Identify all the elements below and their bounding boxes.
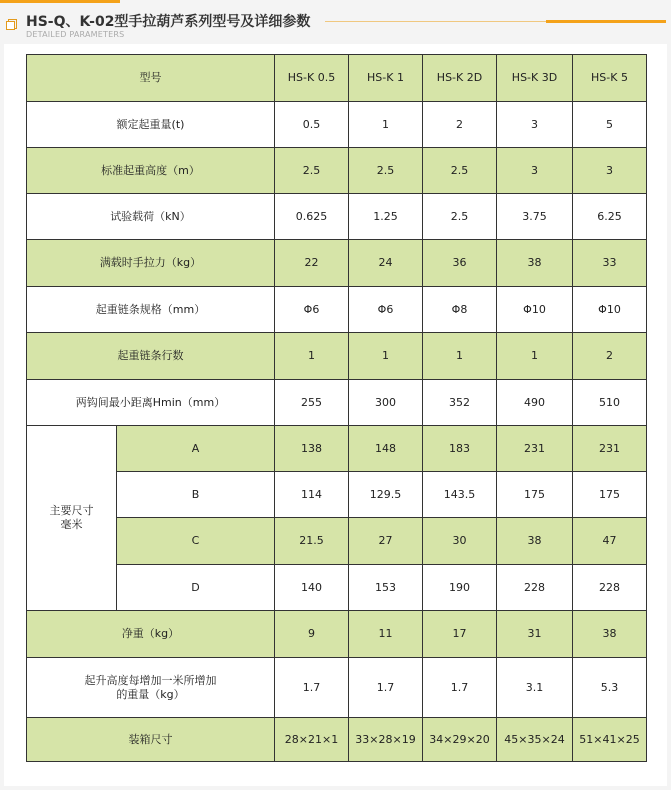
content-panel [4, 44, 667, 786]
table-header-row [27, 55, 647, 102]
page-title: HS-Q、K-02型手拉葫芦系列型号及详细参数 [26, 14, 311, 30]
value-cell: 30 [423, 518, 497, 565]
value-cell: Φ10 [497, 287, 573, 333]
row-label: 起重链条行数 [27, 333, 275, 380]
value-cell: 3.75 [497, 194, 573, 240]
value-cell: 2 [423, 102, 497, 148]
value-cell: 1 [275, 333, 349, 380]
table-row [27, 240, 647, 287]
row-label: 两钩间最小距离Hmin（mm） [27, 380, 275, 426]
dimension-label: D [117, 565, 275, 611]
value-cell: 148 [349, 426, 423, 472]
value-cell: 140 [275, 565, 349, 611]
table-row [27, 611, 647, 658]
value-cell: 510 [573, 380, 647, 426]
value-cell: 45×35×24 [497, 718, 573, 762]
spec-table [26, 54, 647, 762]
value-cell: 3.1 [497, 658, 573, 718]
model-cell: HS-K 2D [423, 55, 497, 102]
value-cell: 231 [497, 426, 573, 472]
value-cell: 143.5 [423, 472, 497, 518]
value-cell: 3 [497, 148, 573, 194]
value-cell: 1.25 [349, 194, 423, 240]
value-cell: Φ10 [573, 287, 647, 333]
value-cell: 33 [573, 240, 647, 287]
table-row [27, 565, 647, 611]
value-cell: 34×29×20 [423, 718, 497, 762]
dimensions-label-line1: 主要尺寸 [49, 504, 94, 517]
value-cell: 24 [349, 240, 423, 287]
value-cell: 38 [573, 611, 647, 658]
value-cell: 21.5 [275, 518, 349, 565]
value-cell: 352 [423, 380, 497, 426]
value-cell: 17 [423, 611, 497, 658]
header-divider-accent [546, 20, 666, 23]
value-cell: 33×28×19 [349, 718, 423, 762]
value-cell: 114 [275, 472, 349, 518]
value-cell: 27 [349, 518, 423, 565]
value-cell: 228 [497, 565, 573, 611]
row-label: 满载时手拉力（kg） [27, 240, 275, 287]
row-label-line1: 起升高度每增加一米所增加 [84, 673, 217, 687]
table-row [27, 148, 647, 194]
value-cell: 38 [497, 518, 573, 565]
value-cell: 51×41×25 [573, 718, 647, 762]
model-cell: HS-K 5 [573, 55, 647, 102]
dimensions-group-label [27, 426, 117, 611]
value-cell: 153 [349, 565, 423, 611]
value-cell: 2.5 [349, 148, 423, 194]
value-cell: 2.5 [275, 148, 349, 194]
model-cell: HS-K 0.5 [275, 55, 349, 102]
value-cell: Φ6 [349, 287, 423, 333]
table-row [27, 333, 647, 380]
value-cell: 183 [423, 426, 497, 472]
value-cell: 38 [497, 240, 573, 287]
value-cell: Φ8 [423, 287, 497, 333]
page-subtitle: DETAILED PARAMETERS [26, 30, 125, 39]
row-label: 净重（kg） [27, 611, 275, 658]
value-cell: 5.3 [573, 658, 647, 718]
table-row [27, 287, 647, 333]
value-cell: 2 [573, 333, 647, 380]
value-cell: 1 [423, 333, 497, 380]
row-label: 额定起重量(t) [27, 102, 275, 148]
value-cell: 2.5 [423, 194, 497, 240]
row-label: 起重链条规格（mm） [27, 287, 275, 333]
dimension-label: C [117, 518, 275, 565]
value-cell: 31 [497, 611, 573, 658]
value-cell: 1.7 [275, 658, 349, 718]
value-cell: 22 [275, 240, 349, 287]
value-cell: 3 [497, 102, 573, 148]
value-cell: 190 [423, 565, 497, 611]
value-cell: 0.5 [275, 102, 349, 148]
table-row [27, 658, 647, 718]
value-cell: 1 [349, 333, 423, 380]
dimensions-label-line2: 毫米 [60, 518, 83, 531]
value-cell: 28×21×1 [275, 718, 349, 762]
table-row [27, 380, 647, 426]
value-cell: 228 [573, 565, 647, 611]
row-label-line2: 的重量（kg） [116, 687, 185, 701]
table-row [27, 472, 647, 518]
table-row [27, 426, 647, 472]
value-cell: 2.5 [423, 148, 497, 194]
value-cell: Φ6 [275, 287, 349, 333]
value-cell: 36 [423, 240, 497, 287]
top-accent-bar [0, 0, 120, 3]
row-label: 标准起重高度（m） [27, 148, 275, 194]
value-cell: 255 [275, 380, 349, 426]
value-cell: 175 [573, 472, 647, 518]
value-cell: 1.7 [423, 658, 497, 718]
value-cell: 300 [349, 380, 423, 426]
value-cell: 490 [497, 380, 573, 426]
value-cell: 3 [573, 148, 647, 194]
row-label: 试验载荷（kN） [27, 194, 275, 240]
value-cell: 47 [573, 518, 647, 565]
table-row [27, 718, 647, 762]
value-cell: 1.7 [349, 658, 423, 718]
row-label: 装箱尺寸 [27, 718, 275, 762]
value-cell: 1 [497, 333, 573, 380]
table-row [27, 194, 647, 240]
value-cell: 0.625 [275, 194, 349, 240]
row-label [27, 658, 275, 718]
value-cell: 6.25 [573, 194, 647, 240]
value-cell: 5 [573, 102, 647, 148]
value-cell: 138 [275, 426, 349, 472]
value-cell: 1 [349, 102, 423, 148]
table-row [27, 102, 647, 148]
dimension-label: A [117, 426, 275, 472]
value-cell: 9 [275, 611, 349, 658]
value-cell: 175 [497, 472, 573, 518]
model-cell: HS-K 1 [349, 55, 423, 102]
model-cell: HS-K 3D [497, 55, 573, 102]
header-label: 型号 [27, 55, 275, 102]
dimension-label: B [117, 472, 275, 518]
value-cell: 231 [573, 426, 647, 472]
value-cell: 11 [349, 611, 423, 658]
table-row [27, 518, 647, 565]
document-icon [6, 18, 20, 32]
value-cell: 129.5 [349, 472, 423, 518]
